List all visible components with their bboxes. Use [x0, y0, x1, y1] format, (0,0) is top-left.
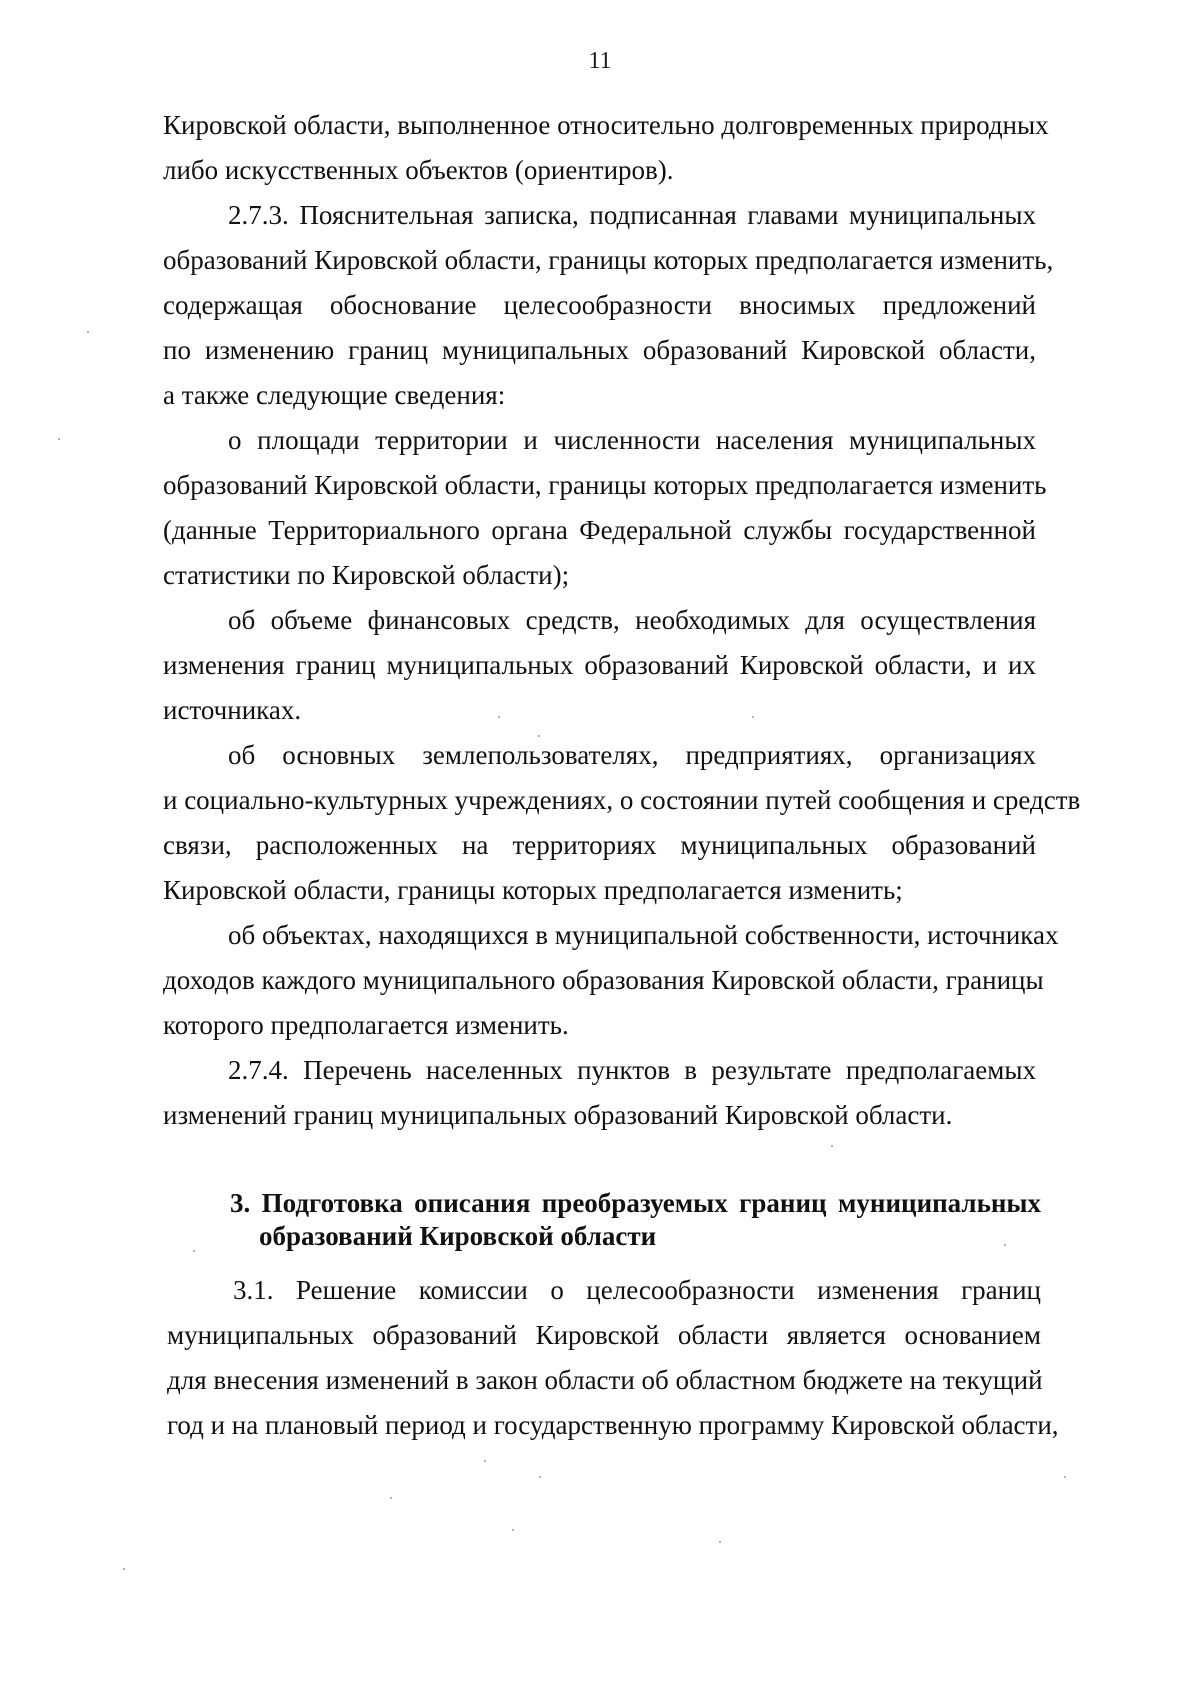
section-heading-line: 3. Подготовка описания преобразуемых границ муниципальных — [230, 1188, 1041, 1218]
text-line: Кировской области, границы которых предполагается изменить; — [163, 875, 903, 905]
scan-speck — [498, 716, 500, 718]
text-line: статистики по Кировской области); — [163, 560, 570, 590]
text-line: год и на плановый период и государственную программу Кировской области, — [167, 1410, 1059, 1440]
scan-speck — [87, 331, 89, 333]
scan-speck — [752, 716, 754, 718]
scan-speck — [390, 1497, 392, 1499]
text-line: связи, расположенных на территориях муниципальных образований — [163, 830, 1036, 860]
scan-speck — [193, 1250, 195, 1252]
scan-speck — [831, 1145, 833, 1147]
scan-speck — [539, 1476, 541, 1478]
text-line: для внесения изменений в закон области об областном бюджете на текущий — [167, 1365, 1043, 1395]
text-line: 2.7.4. Перечень населенных пунктов в результате предполагаемых — [228, 1055, 1036, 1085]
text-line: изменений границ муниципальных образований Кировской области. — [163, 1100, 953, 1130]
text-line: 3.1. Решение комиссии о целесообразности изменения границ — [233, 1275, 1041, 1305]
scan-speck — [123, 1568, 125, 1570]
text-line: 2.7.3. Пояснительная записка, подписанная главами муниципальных — [228, 200, 1036, 230]
text-line: источниках. — [163, 695, 302, 725]
scan-speck — [1064, 1476, 1066, 1478]
text-line: об основных землепользователях, предприятиях, организациях — [228, 740, 1036, 770]
text-line: а также следующие сведения: — [163, 380, 506, 410]
text-line: изменения границ муниципальных образований Кировской области, и их — [163, 650, 1036, 680]
text-line: образований Кировской области, границы которых предполагается изменить — [163, 470, 1047, 500]
section-heading-line: образований Кировской области — [259, 1221, 657, 1251]
scan-speck — [719, 1541, 721, 1543]
text-line: (данные Территориального органа Федеральной службы государственной — [163, 515, 1036, 545]
scan-speck — [1004, 1244, 1006, 1246]
text-line: и социально-культурных учреждениях, о состоянии путей сообщения и средств — [163, 785, 1081, 815]
text-line: об объеме финансовых средств, необходимых для осуществления — [228, 605, 1036, 635]
text-line: о площади территории и численности населения муниципальных — [228, 425, 1036, 455]
text-line: которого предполагается изменить. — [163, 1010, 569, 1040]
text-line: содержащая обоснование целесообразности вносимых предложений — [163, 290, 1036, 320]
text-line: образований Кировской области, границы которых предполагается изменить, — [163, 245, 1054, 275]
page-number: 11 — [588, 48, 612, 74]
scan-speck — [484, 1460, 486, 1462]
text-line: Кировской области, выполненное относительно долговременных природных — [163, 110, 1049, 140]
text-line: либо искусственных объектов (ориентиров). — [163, 155, 674, 185]
scan-speck — [538, 735, 540, 737]
text-line: доходов каждого муниципального образования Кировской области, границы — [163, 965, 1044, 995]
scan-speck — [58, 438, 60, 440]
text-line: об объектах, находящихся в муниципальной собственности, источниках — [228, 920, 1059, 950]
scan-speck — [512, 1529, 514, 1531]
text-line: муниципальных образований Кировской области является основанием — [167, 1320, 1041, 1350]
text-line: по изменению границ муниципальных образований Кировской области, — [163, 335, 1036, 365]
